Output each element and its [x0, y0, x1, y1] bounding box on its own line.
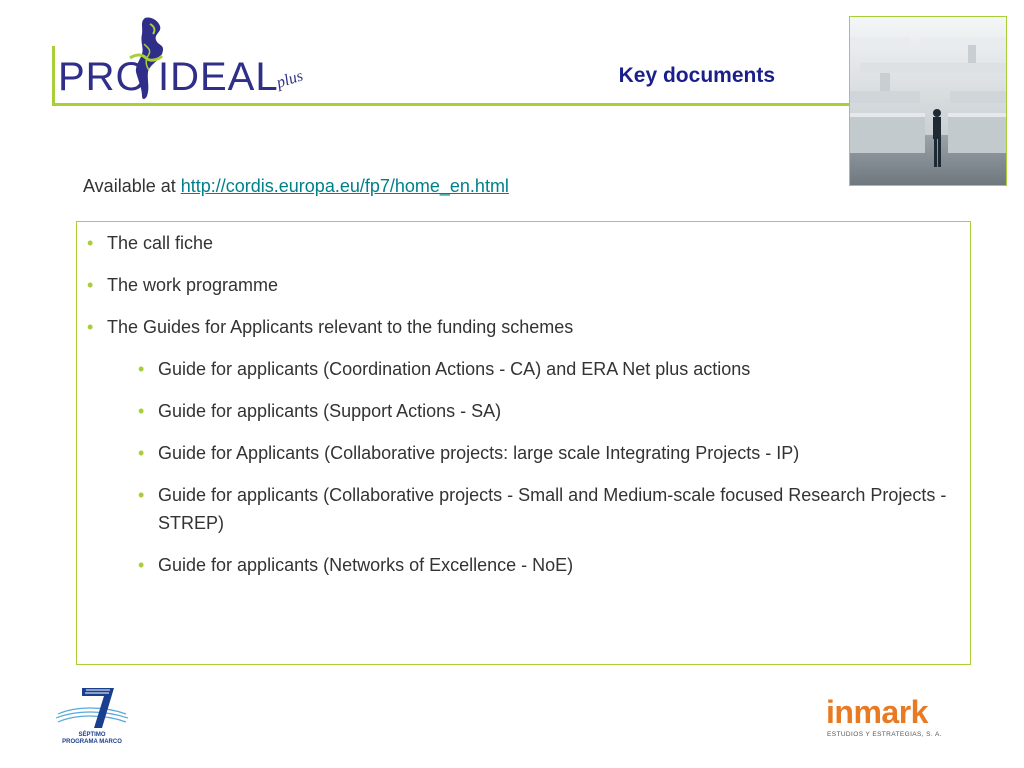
sub-list-item: • Guide for applicants (Coordination Actions - CA) and ERA Net plus actions	[138, 355, 948, 383]
intro-prefix: Available at	[83, 176, 181, 196]
sub-list-item: • Guide for applicants (Collaborative projects - Small and Medium-scale focused Research Projects - STREP)	[138, 481, 948, 537]
sub-list-item: • Guide for applicants (Networks of Excellence - NoE)	[138, 551, 948, 579]
bullet-list	[87, 229, 957, 355]
inmark-tagline: ESTUDIOS Y ESTRATEGIAS, S. A.	[827, 731, 942, 738]
list-item: • The work programme	[87, 271, 957, 299]
sub-bullet-list	[138, 355, 948, 593]
intro-line	[83, 176, 509, 197]
cordis-link[interactable]: http://cordis.europa.eu/fp7/home_en.html	[180, 176, 509, 196]
fp7-logo	[52, 684, 132, 750]
inmark-name: inmark	[826, 694, 928, 730]
content-box	[76, 221, 971, 665]
sub-list-item: • Guide for applicants (Support Actions - SA)	[138, 397, 948, 425]
maze-photo	[849, 16, 1007, 186]
fp7-line2: PROGRAMA MARCO	[62, 739, 122, 745]
logo-plus: plus	[274, 67, 306, 92]
list-item: • The Guides for Applicants relevant to the funding schemes	[87, 313, 957, 341]
slide-title: Key documents	[618, 64, 775, 87]
fp7-line1: SÉPTIMO	[78, 732, 106, 738]
logo-pro: PRO	[58, 55, 148, 99]
list-item: • The call fiche	[87, 229, 957, 257]
sub-list-item: • Guide for Applicants (Collaborative projects: large scale Integrating Projects - IP)	[138, 439, 948, 467]
proideal-logo	[50, 14, 340, 110]
inmark-logo	[826, 694, 951, 744]
logo-ideal: IDEAL	[158, 55, 279, 99]
